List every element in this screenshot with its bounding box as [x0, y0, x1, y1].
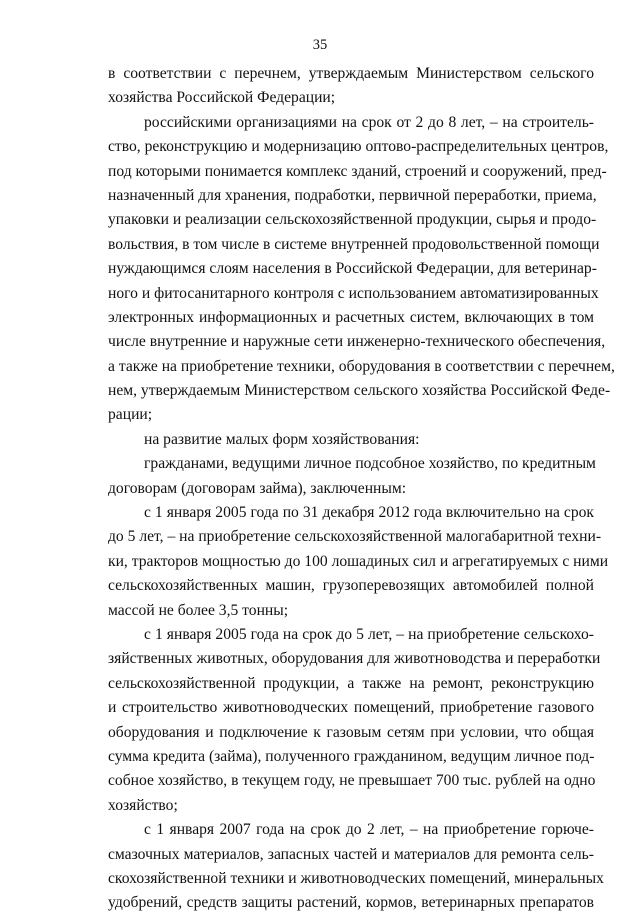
text-line: с 1 января 2005 года на срок до 5 лет, – на приобретение сельскохо-	[144, 625, 594, 643]
text-line: оборудования и подключение к газовым сетям при условии, что общая	[108, 723, 594, 741]
text-line: зяйственных животных, оборудования для животноводства и переработки	[108, 650, 601, 668]
text-line: массой не более 3,5 тонны;	[108, 601, 289, 619]
text-line: под которыми понимается комплекс зданий, строений и сооружений, пред-	[108, 162, 607, 180]
text-line: упаковки и реализации сельскохозяйственной продукции, сырья и продо-	[108, 211, 597, 229]
text-line: с 1 января 2007 года на срок до 2 лет, – на приобретение горюче-	[144, 821, 594, 839]
text-line: на развитие малых форм хозяйствования:	[144, 430, 420, 448]
text-line: рации;	[108, 406, 153, 424]
document-body	[108, 62, 615, 916]
text-line: российскими организациями на срок от 2 до 8 лет, – на строитель-	[144, 113, 594, 131]
text-line: удобрений, средств защиты растений, кормов, ветеринарных препаратов	[108, 894, 594, 912]
text-line: смазочных материалов, запасных частей и материалов для ремонта сель-	[108, 845, 594, 863]
text-line: а также на приобретение техники, оборудования в соответствии с перечнем,	[108, 357, 615, 375]
text-line: ство, реконструкцию и модернизацию оптово-распределительных центров,	[108, 138, 609, 156]
text-line: собное хозяйство, в текущем году, не превышает 700 тыс. рублей на одно	[108, 772, 596, 790]
text-line: до 5 лет, – на приобретение сельскохозяйственной малогабаритной техни-	[108, 528, 602, 546]
text-line: назначенный для хранения, подработки, первичной переработки, приема,	[108, 186, 597, 204]
text-line: скохозяйственной техники и животноводческих помещений, минеральных	[108, 869, 604, 887]
text-line: и строительство животноводческих помещений, приобретение газового	[108, 699, 594, 717]
text-line: хозяйства Российской Федерации;	[108, 89, 336, 107]
text-line: вольствия, в том числе в системе внутренней продовольственной помощи	[108, 235, 600, 253]
text-line: числе внутренние и наружные сети инженерно-технического обеспечения,	[108, 333, 606, 351]
text-line: сельскохозяйственной продукции, а также на ремонт, реконструкцию	[108, 674, 594, 692]
text-line: договорам (договорам займа), заключенным:	[108, 479, 407, 497]
text-line: в соответствии с перечнем, утверждаемым Министерством сельского	[108, 65, 594, 82]
text-line: сельскохозяйственных машин, грузоперевозящих автомобилей полной	[108, 577, 594, 595]
text-line: гражданами, ведущими личное подсобное хозяйство, по кредитным	[144, 455, 596, 473]
text-line: с 1 января 2005 года по 31 декабря 2012 года включительно на срок	[144, 504, 594, 522]
text-line: электронных информационных и расчетных систем, включающих в том	[108, 308, 594, 326]
text-line: сумма кредита (займа), полученного гражданином, ведущим личное под-	[108, 747, 595, 765]
text-line: нуждающимся слоям населения в Российской Федерации, для ветеринар-	[108, 260, 597, 278]
text-line: ного и фитосанитарного контроля с использованием автоматизированных	[108, 284, 599, 302]
text-line: нем, утверждаемым Министерством сельского хозяйства Российской Феде-	[108, 382, 611, 400]
text-line: ки, тракторов мощностью до 100 лошадиных сил и агрегатируемых с ними	[108, 552, 609, 570]
text-line: хозяйство;	[108, 796, 178, 814]
page-number: 35	[312, 37, 328, 53]
